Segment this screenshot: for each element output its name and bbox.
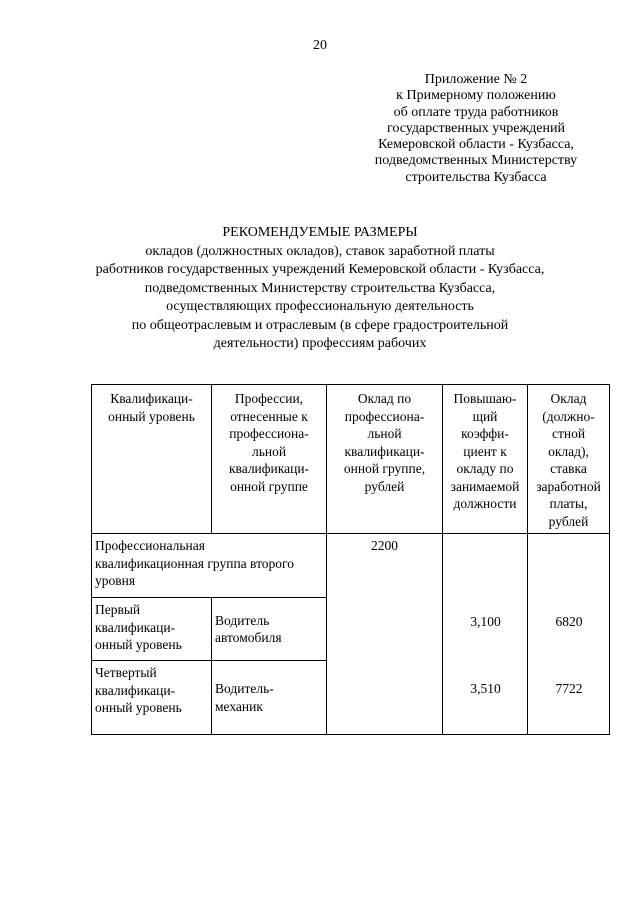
group-base-salary: 2200 [327, 534, 443, 735]
title-line: подведомственных Министерству строительства Кузбасса, [144, 280, 496, 296]
appendix-line: к Примерному положению [396, 88, 556, 104]
appendix-line: об оплате труда работников [393, 104, 559, 120]
header-qualification-level: Квалификаци- онный уровень [92, 385, 212, 534]
row-level: Первый квалификаци- онный уровень [92, 598, 212, 661]
title-heading: РЕКОМЕНДУЕМЫЕ РАЗМЕРЫ [222, 225, 418, 240]
header-professions: Профессии, отнесенные к профессиона- льной квалификаци- онной группе [212, 385, 327, 534]
row-coefficient: 3,100 [470, 614, 501, 629]
appendix-block [336, 72, 616, 186]
title-line: работников государственных учреждений Кемеровской области - Кузбасса, [95, 262, 545, 277]
row-coefficient: 3,510 [470, 681, 501, 696]
header-coefficient: Повышаю- щий коэффи- циент к окладу по занимаемой должности [443, 385, 528, 534]
title-line: осуществляющих профессиональную деятельность [166, 299, 474, 314]
page-number: 20 [313, 38, 327, 53]
row-level: Четвертый квалификаци- онный уровень [92, 661, 212, 735]
appendix-line: подведомственных Министерству [374, 153, 578, 169]
title-line: по общеотраслевым и отраслевым (в сфере градостроительной [131, 317, 509, 333]
row-profession: Водитель- механик [212, 661, 327, 735]
empty-cell [443, 534, 528, 735]
header-salary: Оклад (должно- стной оклад), ставка заработной платы, рублей [528, 385, 610, 534]
title-line: деятельности) профессиям рабочих [213, 336, 427, 351]
group-name: Профессиональная квалификационная группа второго уровня [92, 534, 327, 598]
appendix-line: государственных учреждений [387, 120, 565, 136]
row-profession: Водитель автомобиля [212, 598, 327, 661]
row-salary: 7722 [555, 681, 583, 696]
table-header-row [92, 385, 610, 534]
appendix-line: Кемеровской области - Кузбасса, [378, 137, 574, 153]
appendix-line: Приложение № 2 [424, 72, 528, 87]
title-line: окладов (должностных окладов), ставок заработной платы [145, 243, 495, 259]
document-title [0, 224, 640, 354]
header-base-salary: Оклад по профессиона- льной квалификаци- онной группе, рублей [327, 385, 443, 534]
empty-cell [528, 534, 610, 735]
table-group-row [92, 534, 610, 598]
row-salary: 6820 [555, 614, 583, 629]
appendix-line: строительства Кузбасса [405, 169, 547, 185]
